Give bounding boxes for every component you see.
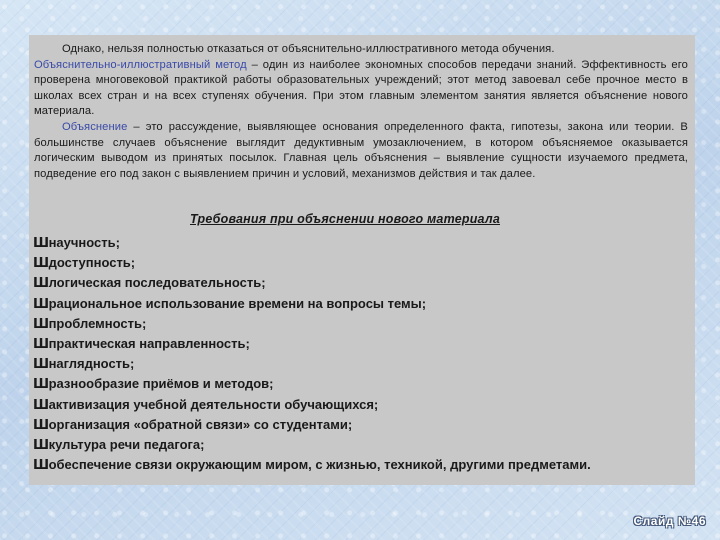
slide-number-label: Слайд №46 <box>633 514 706 528</box>
bullet-icon: Ш <box>33 337 49 353</box>
bullet-icon: Ш <box>33 377 49 393</box>
list-item-text: научность; <box>48 235 120 250</box>
list-item-text: рациональное использование времени на вопросы темы; <box>48 295 427 311</box>
paragraph-explanation <box>34 120 688 182</box>
bullet-icon: Ш <box>33 316 49 332</box>
method-term: Объяснительно-иллюстративный метод <box>34 58 247 71</box>
bullet-icon: Ш <box>33 296 49 312</box>
list-item <box>33 374 663 394</box>
body-text <box>34 42 688 182</box>
paragraph-method <box>34 58 688 120</box>
list-item-text: разнообразие приёмов и методов; <box>48 376 274 392</box>
list-item-text: организация «обратной связи» со студентами; <box>48 416 353 432</box>
list-item <box>33 455 663 475</box>
paragraph-intro <box>34 42 688 58</box>
list-item <box>33 273 663 293</box>
list-item-text: культура речи педагога; <box>48 437 205 453</box>
list-item <box>33 294 663 314</box>
list-item-text: обеспечение связи окружающим миром, с жизнью, техникой, другими предметами. <box>48 457 591 473</box>
list-item <box>33 253 663 273</box>
bullet-icon: Ш <box>33 458 49 474</box>
list-item <box>33 314 663 334</box>
list-item <box>33 334 663 354</box>
list-item <box>33 395 663 415</box>
bullet-icon: Ш <box>33 357 49 373</box>
list-item-text: логическая последовательность; <box>48 275 266 291</box>
list-item-text: практическая направленность; <box>48 336 250 352</box>
bullet-icon: Ш <box>33 236 49 251</box>
list-item-text: активизация учебной деятельности обучающихся; <box>48 396 379 412</box>
list-item <box>33 435 663 455</box>
list-item-text: проблемность; <box>48 315 147 331</box>
bullet-icon: Ш <box>33 397 49 413</box>
bullet-icon: Ш <box>33 256 49 272</box>
requirements-heading: Требования при объяснении нового материала <box>190 212 500 226</box>
list-item <box>33 233 663 253</box>
explanation-term: Объяснение <box>62 120 128 133</box>
requirements-list <box>33 233 663 475</box>
explanation-text: – это рассуждение, выявляющее основания определенного факта, гипотезы, закона или теории. В большинстве случаев объяснение выглядит дедуктивным умозаключением, в котором объясняемое оказывается логическим выводом из принятых посылок. Главная цель объяснения – выявление сущности изучаемого предмета, подведение его под закон с выявлением причин и условий, механизмов действия и так далее. <box>34 120 688 180</box>
bullet-icon: Ш <box>33 276 49 292</box>
list-item <box>33 415 663 435</box>
list-item-text: наглядность; <box>48 356 135 372</box>
bullet-icon: Ш <box>33 417 49 433</box>
bullet-icon: Ш <box>33 438 49 454</box>
list-item-text: доступность; <box>48 255 136 271</box>
paragraph-intro-text: Однако, нельзя полностью отказаться от объяснительно-иллюстративного метода обучения. <box>62 43 555 55</box>
method-text: – один из наиболее экономных способов передачи знаний. Эффективность его проверена многовековой практикой работы образовательных учреждений; этот метод завоевал себе прочное место в школах всех стран и на всех ступенях обучения. При этом главным элементом занятия является объяснение нового материала. <box>34 58 688 118</box>
list-item <box>33 354 663 374</box>
